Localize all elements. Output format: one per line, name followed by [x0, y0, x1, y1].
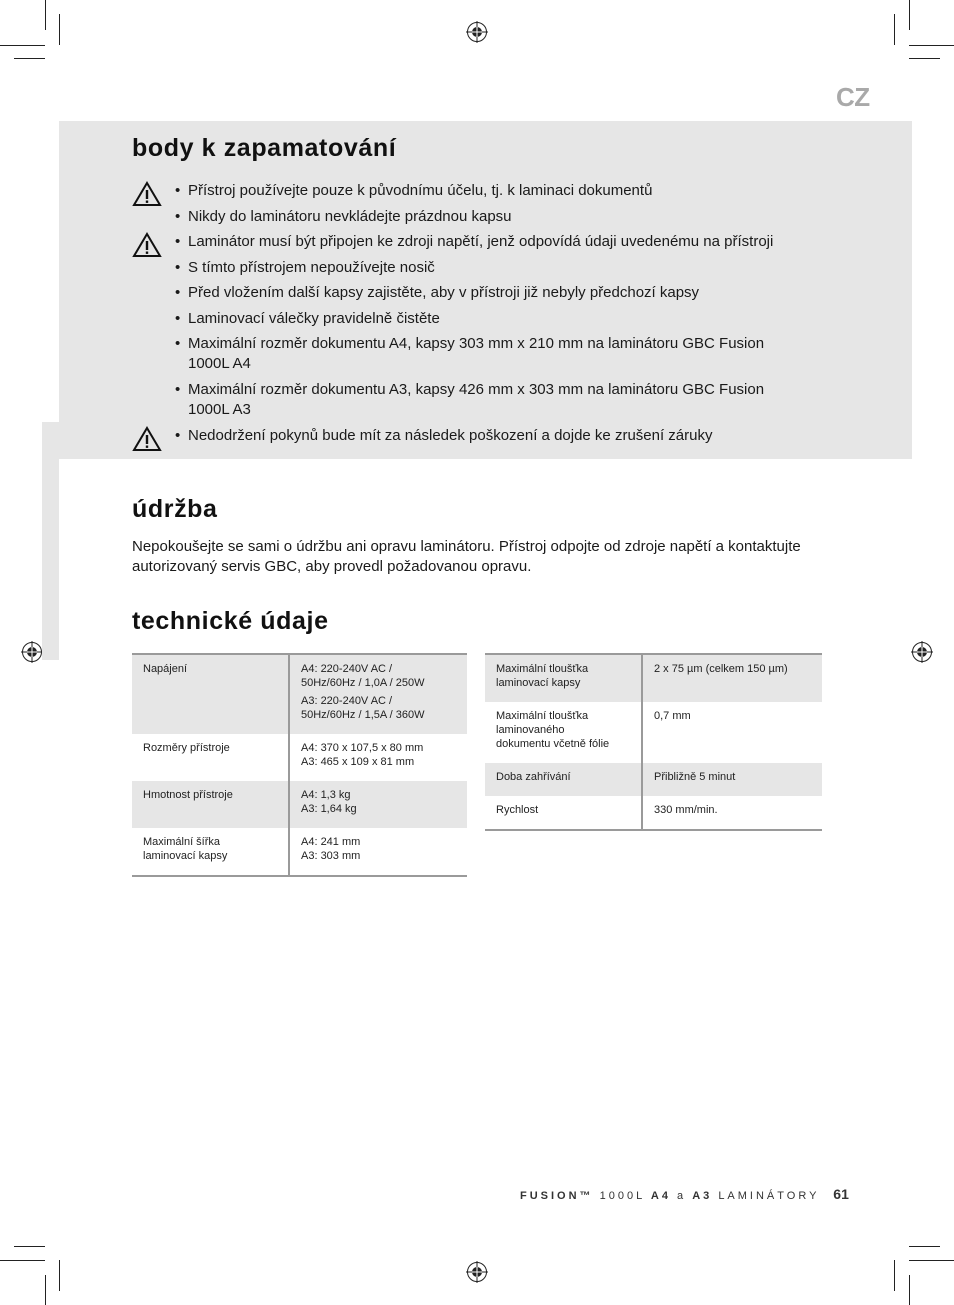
- spec-value: A4: 241 mm: [301, 836, 361, 848]
- table-row: [132, 734, 467, 781]
- list-item-text: Nedodržení pokynů bude mít za následek poškození a dojde ke zrušení záruky: [188, 427, 713, 444]
- list-item-text: S tímto přístrojem nepoužívejte nosič: [188, 258, 435, 276]
- spec-label: Rychlost: [496, 804, 539, 816]
- spec-label: Maximální tloušťka laminovací kapsy: [485, 654, 642, 702]
- spec-value-cell: [289, 828, 467, 876]
- spec-value: A3: 465 x 109 x 81 mm: [301, 756, 415, 768]
- spec-label: Doba zahřívání: [485, 763, 642, 796]
- spec-value: Přibližně 5 minut: [642, 763, 822, 796]
- footer-size-a3: A3: [692, 1190, 713, 1202]
- list-item: • Laminátor musí být připojen ke zdroji napětí, jenž odpovídá údaji uvedenému na přístroji: [130, 232, 820, 252]
- spec-label: Maximální tloušťka laminovaného dokumentu včetně fólie: [496, 710, 610, 750]
- specs-heading: technické údaje: [132, 607, 329, 635]
- crop-mark: [909, 45, 954, 46]
- maintenance-heading: údržba: [132, 495, 218, 523]
- spec-label: Hmotnost přístroje: [132, 781, 289, 828]
- spec-value: A4: 220-240V AC / 50Hz/60Hz / 1,0A / 250W: [301, 663, 425, 689]
- crop-mark: [0, 45, 45, 46]
- registration-mark-icon: [911, 641, 933, 663]
- list-item-text: Nikdy do laminátoru nevkládejte prázdnou kapsu: [188, 207, 512, 225]
- list-item-text: Maximální rozměr dokumentu A3, kapsy 426 mm x 303 mm na laminátoru GBC Fusion 1000L A3: [188, 381, 765, 418]
- warning-triangle-icon: [131, 425, 163, 453]
- footer-size-a4: A4: [650, 1190, 671, 1202]
- list-item-text: Laminovací válečky pravidelně čistěte: [188, 309, 440, 327]
- crop-mark: [45, 1275, 46, 1305]
- list-item: • Maximální rozměr dokumentu A4, kapsy 303 mm x 210 mm na laminátoru GBC Fusion 1000L A4: [130, 334, 820, 374]
- table-row: [485, 702, 822, 763]
- crop-mark: [909, 1260, 954, 1261]
- spec-value: A3: 303 mm: [301, 850, 361, 862]
- spec-value-cell: [289, 654, 467, 734]
- spec-value: A3: 220-240V AC / 50Hz/60Hz / 1,5A / 360W: [301, 695, 425, 721]
- specs-table-right: [485, 653, 822, 831]
- footer-conj: a: [677, 1190, 687, 1202]
- spec-value-cell: [289, 734, 467, 781]
- list-item: • Maximální rozměr dokumentu A3, kapsy 426 mm x 303 mm na laminátoru GBC Fusion 1000L A3: [130, 380, 820, 420]
- crop-mark: [0, 1260, 45, 1261]
- maintenance-text: Nepokoušejte se sami o údržbu ani opravu laminátoru. Přístroj odpojte od zdroje napětí a kontaktujte autorizovaný servis GBC, aby provedl požadovanou opravu.: [132, 538, 801, 575]
- footer-brand: FUSION™: [520, 1190, 594, 1202]
- table-row: [485, 796, 822, 830]
- spec-value-cell: [289, 781, 467, 828]
- list-item: • S tímto přístrojem nepoužívejte nosič: [175, 258, 435, 276]
- crop-mark: [894, 14, 895, 45]
- list-item-text: Laminátor musí být připojen ke zdroji napětí, jenž odpovídá údaji uvedenému na přístroji: [188, 233, 774, 250]
- list-item: • Přístroj používejte pouze k původnímu účelu, tj. k laminaci dokumentů: [130, 181, 820, 201]
- crop-mark: [894, 1260, 895, 1291]
- spec-value: A3: 1,64 kg: [301, 803, 357, 815]
- spec-label: Rozměry přístroje: [143, 742, 230, 754]
- warning-triangle-icon: [131, 231, 163, 259]
- list-item: • Nikdy do laminátoru nevkládejte prázdnou kapsu: [175, 207, 512, 225]
- crop-mark: [14, 1246, 45, 1247]
- page-number: 61: [833, 1186, 849, 1202]
- specs-table-left: [132, 653, 467, 877]
- spec-label: Napájení: [132, 654, 289, 734]
- footer-model: 1000L: [599, 1190, 645, 1202]
- list-item-text: Maximální rozměr dokumentu A4, kapsy 303 mm x 210 mm na laminátoru GBC Fusion 1000L A4: [188, 335, 765, 372]
- table-row: [485, 654, 822, 702]
- side-tab-bar: [42, 422, 59, 660]
- warning-triangle-icon: [131, 180, 163, 208]
- spec-value: A4: 1,3 kg: [301, 789, 351, 801]
- language-code: CZ: [836, 82, 870, 112]
- footer-product: LAMINÁTORY: [718, 1190, 820, 1202]
- spec-label: Maximální šířka laminovací kapsy: [143, 836, 228, 862]
- crop-mark: [909, 58, 940, 59]
- crop-mark: [59, 1260, 60, 1291]
- spec-value: A4: 370 x 107,5 x 80 mm: [301, 742, 424, 754]
- list-item-text: Před vložením další kapsy zajistěte, aby v přístroji již nebyly předchozí kapsy: [188, 284, 700, 301]
- table-row: [132, 654, 467, 734]
- crop-mark: [909, 0, 910, 30]
- spec-value: 0,7 mm: [642, 702, 822, 763]
- crop-mark: [14, 58, 45, 59]
- registration-mark-icon: [21, 641, 43, 663]
- table-row: [132, 828, 467, 876]
- list-item: • Před vložením další kapsy zajistěte, aby v přístroji již nebyly předchozí kapsy: [175, 284, 700, 301]
- crop-mark: [909, 1275, 910, 1305]
- table-row: [132, 781, 467, 828]
- crop-mark: [45, 0, 46, 30]
- spec-value: 330 mm/min.: [642, 796, 822, 830]
- crop-mark: [909, 1246, 940, 1247]
- table-row: [485, 763, 822, 796]
- registration-mark-icon: [466, 21, 488, 43]
- page-footer: [520, 1186, 849, 1202]
- list-item-text: Přístroj používejte pouze k původnímu účelu, tj. k laminaci dokumentů: [188, 182, 653, 199]
- list-item: • Nedodržení pokynů bude mít za následek poškození a dojde ke zrušení záruky: [130, 426, 820, 446]
- list-item: • Laminovací válečky pravidelně čistěte: [175, 309, 440, 327]
- registration-mark-icon: [466, 1261, 488, 1283]
- spec-value: 2 x 75 µm (celkem 150 µm): [642, 654, 822, 702]
- crop-mark: [59, 14, 60, 45]
- remember-heading: body k zapamatování: [132, 134, 397, 162]
- remember-list: [130, 181, 820, 452]
